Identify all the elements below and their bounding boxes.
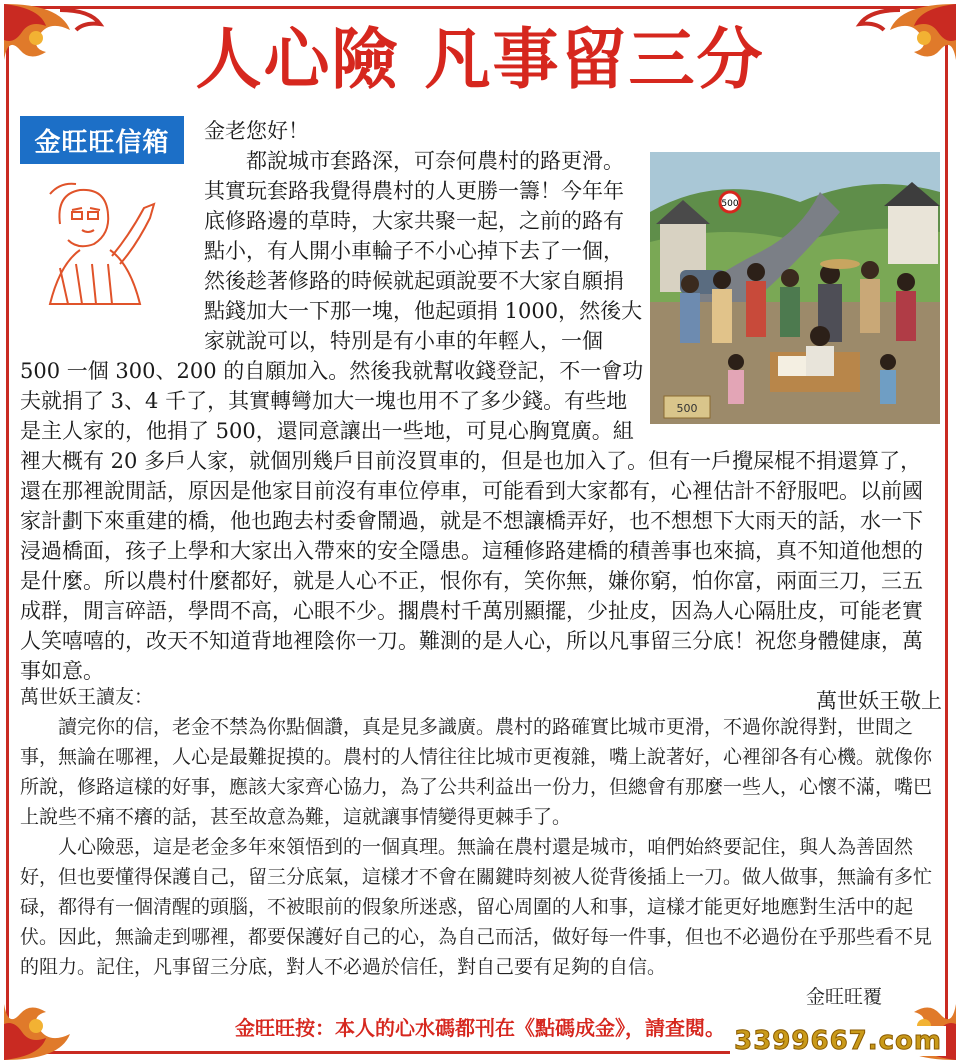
reply-salutation: 萬世妖王讀友： [20,686,154,708]
speed-sign-label: 500 [721,199,739,209]
letter-body: 都說城市套路深，可奈何農村的路更滑。其實玩套路我覺得農村的人更勝一籌！今年年底修路邊的草時，大家共聚一起，之前的路有點小，有人開小車輪子不小心掉下去了一個，然後趁著修路的時候就起頭說要不大家自願捐點錢加大一下那一塊，他起頭捐 1000，然後大家就說可以，特別是有小車的年輕人，一個 500 一個 300、200 的自願加入。然後我就幫收錢登記，不一會功夫就捐了 3、4 千了，其實轉彎加大一塊也用不了多少錢。有些地是主人家的，他捐了 500，還同意讓出一些地，可見心胸寬廣。組裡大概有 20 多戶人家，就個別幾戶目前沒買車的，但是也加入了。但有一戶攪屎棍不捐還算了，還在那裡說閒話，原因是他家目前沒有車位停車，可能看到大家都有，心裡估計不舒服吧。以前國家計劃下來重建的橋，他也跑去村委會鬧過，就是不想讓橋弄好，也不想想下大雨天的話，水一下浸過橋面，孩子上學和大家出入帶來的安全隱患。這種修路建橋的積善事也來搞，真不知道他想的是什麼。所以農村什麼都好，就是人心不正，恨你有，笑你無，嫌你窮，怕你富，兩面三刀，三五成群，閒言碎語，學問不高，心眼不少。擱農村千萬別顯擺，少扯皮，因為人心隔肚皮，可能老實人笑嘻嘻的，改天不知道背地裡陰你一刀。難測的是人心，所以凡事留三分底！祝您身體健康，萬事如意。 [20,149,923,683]
columnist-reply [20,682,942,1012]
reader-letter [20,116,942,716]
column-badge: 金旺旺信箱 [20,116,184,164]
letter-greeting: 金老您好！ [204,119,309,143]
reply-paragraph-1: 讀完你的信，老金不禁為你點個讚，真是見多識廣。農村的路確實比城市更滑，不過你說得對，世間之事，無論在哪裡，人心是最難捉摸的。農村的人情往往比城市更複雜，嘴上說著好，心裡卻各有心機。就像你所說，修路這樣的好事，應該大家齊心協力，為了公共利益出一份力，但總會有那麼一些人，心懷不滿，嘴巴上說些不痛不癢的話，甚至故意為難，這就讓事情變得更棘手了。 [20,716,933,828]
letter-signature: 萬世妖王敬上 [816,689,942,713]
footer-note: 金旺旺按：本人的心水碼都刊在《點碼成金》，請查閱。 [235,1016,725,1040]
watermark: 3399667.com [730,1026,946,1056]
banknote-label: 500 [676,402,698,415]
reply-signature: 金旺旺覆 [805,986,882,1008]
page-title: 人心險 凡事留三分 [195,20,765,98]
reply-paragraph-2: 人心險惡，這是老金多年來領悟到的一個真理。無論在農村還是城市，咱們始終要記住，與人為善固然好，但也要懂得保護自己，留三分底氣，這樣才不會在關鍵時刻被人從背後插上一刀。做人做事，無論有多忙碌，都得有一個清醒的頭腦，不被眼前的假象所迷惑，留心周圍的人和事，這樣才能更好地應對生活中的起伏。因此，無論走到哪裡，都要保護好自己的心，為自己而活，做好每一件事，但也不必過份在乎那些看不見的阻力。記住，凡事留三分底，對人不必過於信任，對自己要有足夠的自信。 [20,836,933,978]
